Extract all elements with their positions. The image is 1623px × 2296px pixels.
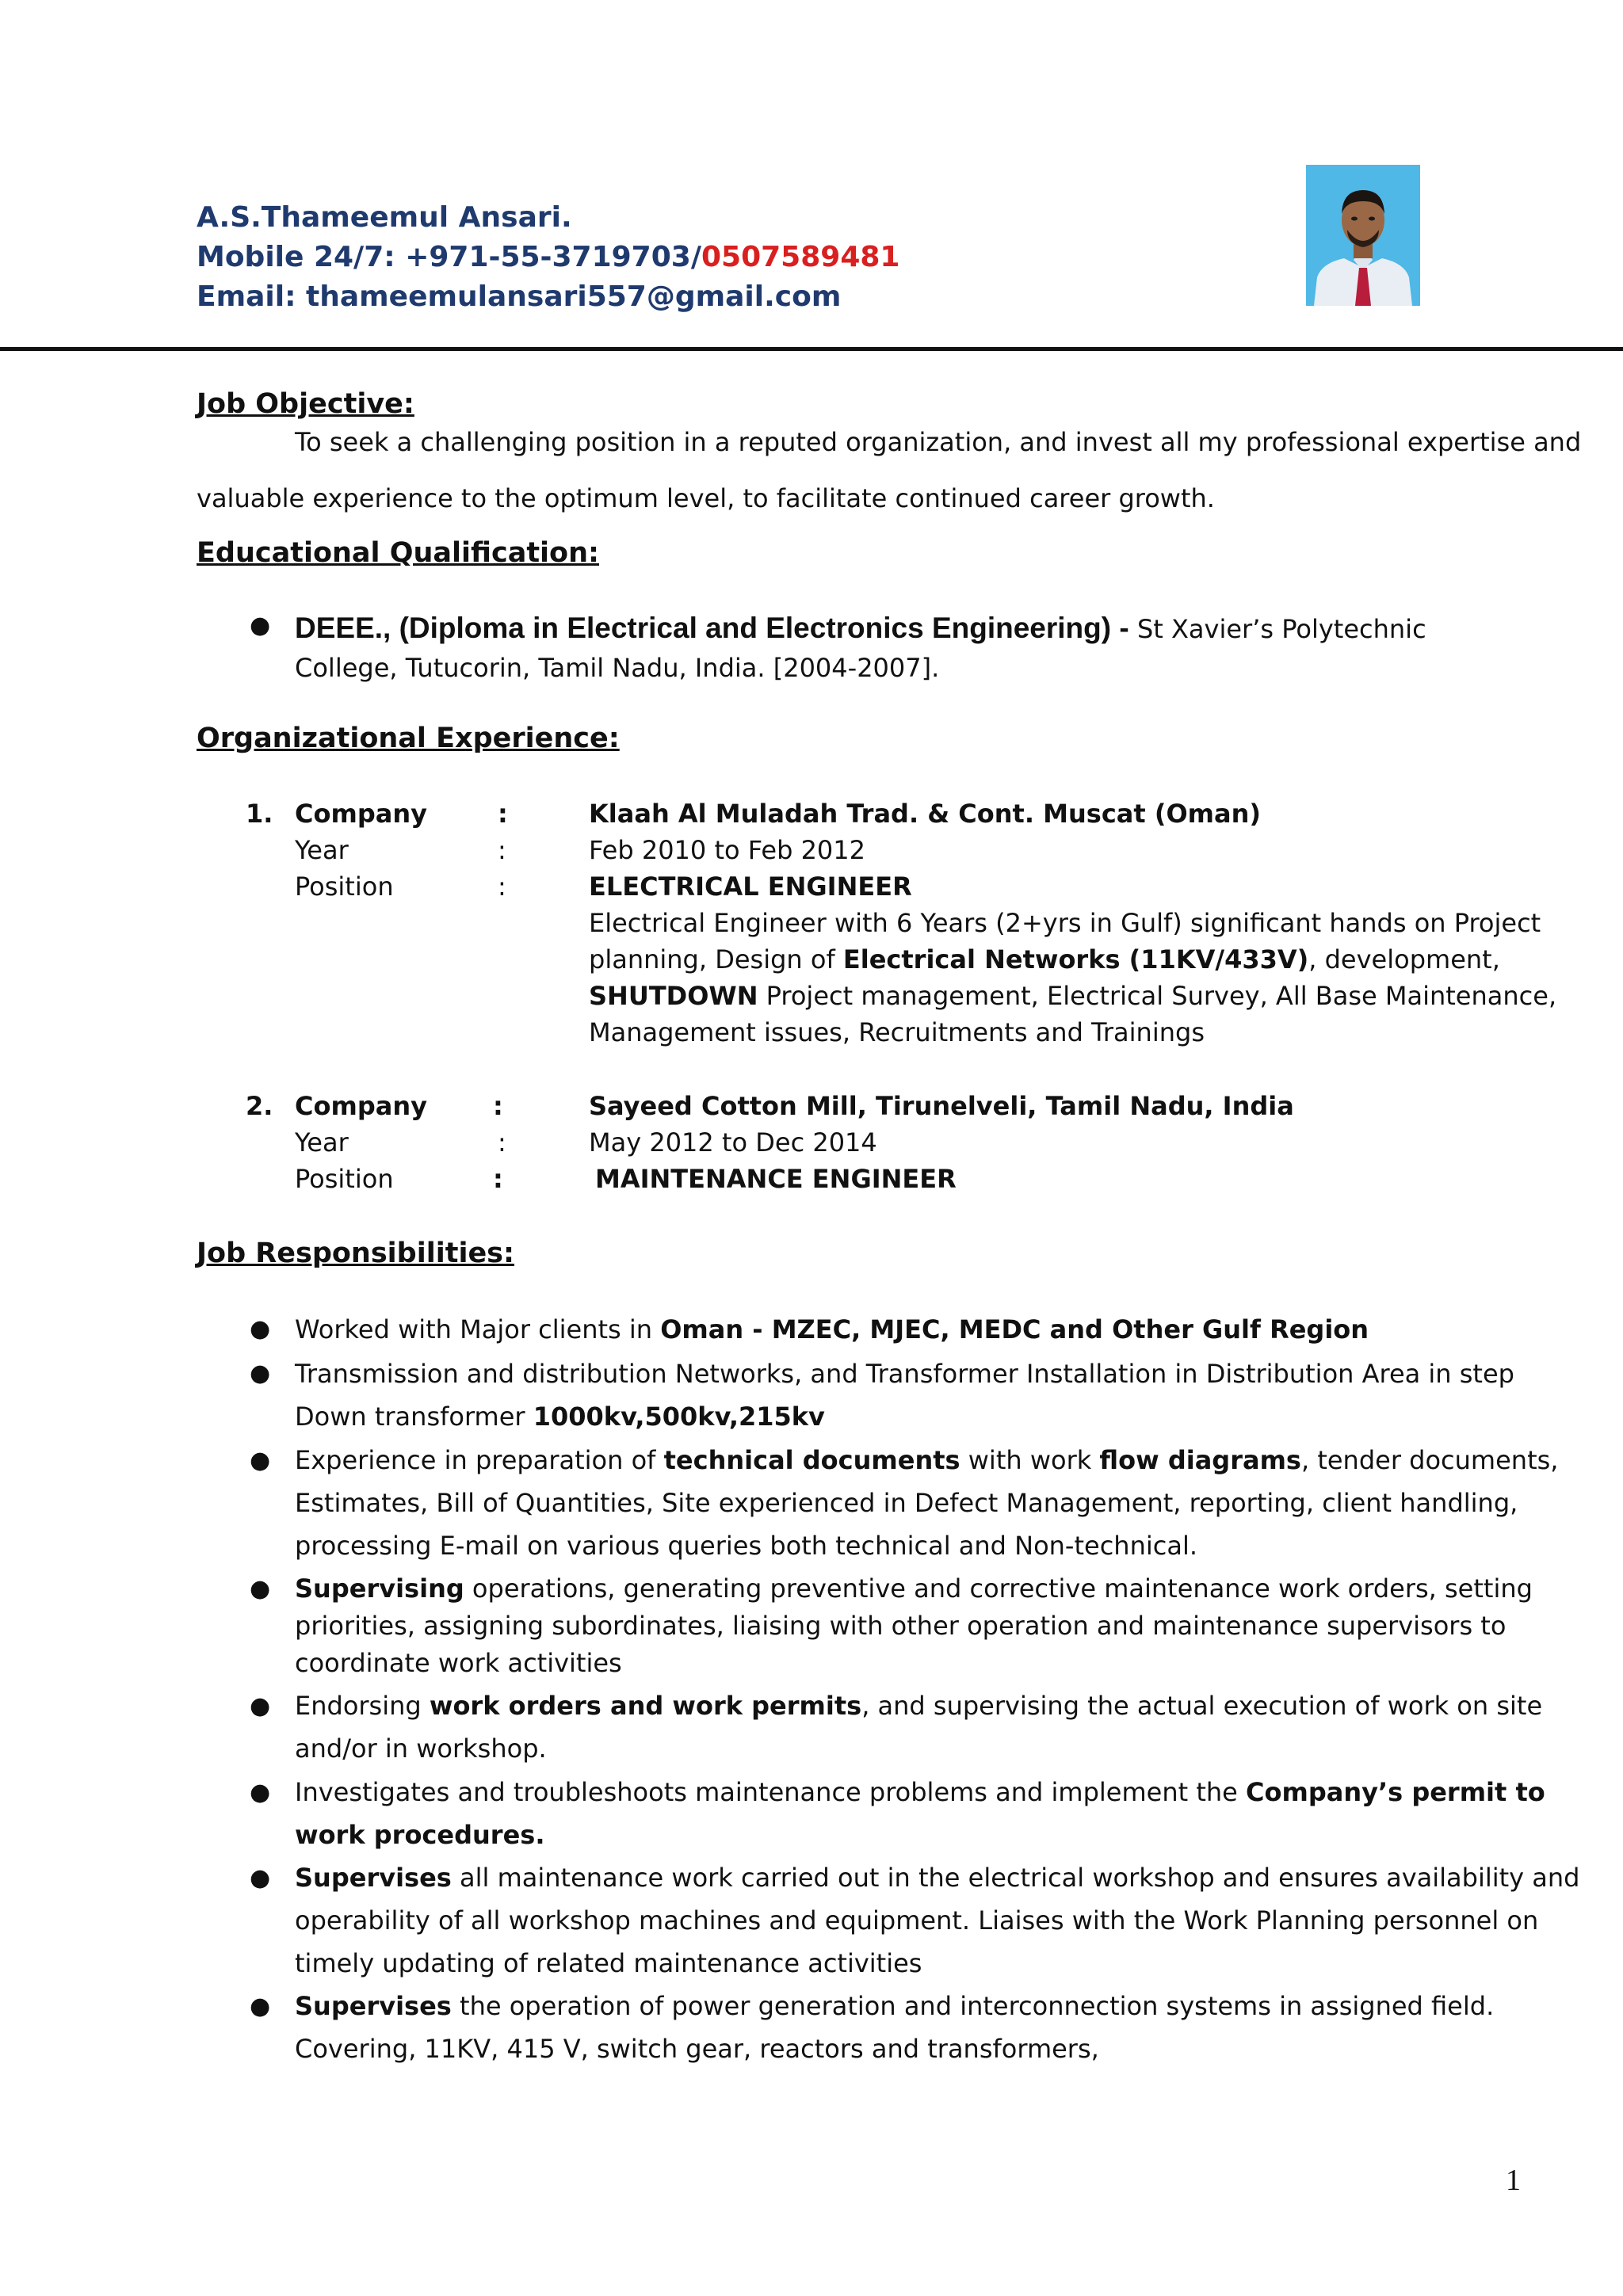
education-heading: Educational Qualification: — [197, 537, 600, 569]
responsibility-item-cont: timely updating of related maintenance activities — [295, 1948, 922, 1978]
bullet-icon: ● — [250, 1447, 271, 1474]
job-description-line: Electrical Engineer with 6 Years (2+yrs in Gulf) significant hands on Project — [589, 908, 1541, 938]
responsibility-item: Transmission and distribution Networks, and Transformer Installation in Distribution Area in step — [295, 1359, 1514, 1389]
job-objective-heading: Job Objective: — [197, 388, 414, 420]
responsibility-item-cont: priorities, assigning subordinates, liaising with other operation and maintenance supervisors to — [295, 1611, 1507, 1641]
job-number: 2. — [246, 1091, 273, 1121]
company-name: Klaah Al Muladah Trad. & Cont. Muscat (Oman) — [589, 799, 1261, 829]
bullet-icon: ● — [250, 612, 271, 639]
colon: : — [498, 799, 508, 829]
responsibility-item-cont: Covering, 11KV, 415 V, switch gear, reactors and transformers, — [295, 2034, 1099, 2064]
education-degree-line: DEEE., (Diploma in Electrical and Electronics Engineering) - St Xavier’s Polytechnic — [295, 612, 1426, 644]
education-institute-line: College, Tutucorin, Tamil Nadu, India. [2004-2007]. — [295, 653, 940, 683]
responsibility-item: Endorsing work orders and work permits, and supervising the actual execution of work on site — [295, 1691, 1543, 1721]
bullet-icon: ● — [250, 1779, 271, 1806]
mobile-secondary: 0507589481 — [701, 241, 900, 273]
position-label: Position — [295, 871, 394, 902]
colon: : — [498, 1127, 506, 1158]
responsibility-item: Supervising operations, generating preventive and corrective maintenance work orders, setting — [295, 1573, 1533, 1604]
bullet-icon: ● — [250, 1575, 271, 1603]
bullet-icon: ● — [250, 1315, 271, 1343]
year-label: Year — [295, 1127, 349, 1158]
position-title: MAINTENANCE ENGINEER — [595, 1164, 957, 1194]
responsibility-item: Supervises the operation of power generation and interconnection systems in assigned field. — [295, 1991, 1495, 2021]
mobile-line: Mobile 24/7: +971-55-3719703/0507589481 — [197, 241, 900, 273]
institute-name: St Xavier’s Polytechnic — [1136, 614, 1426, 644]
responsibility-item: Investigates and troubleshoots maintenance problems and implement the Company’s permit to — [295, 1777, 1545, 1807]
bullet-icon: ● — [250, 1993, 271, 2020]
job-description-line: SHUTDOWN Project management, Electrical Survey, All Base Maintenance, — [589, 981, 1557, 1011]
responsibility-item: Experience in preparation of technical documents with work flow diagrams, tender documents, — [295, 1445, 1559, 1475]
colon: : — [493, 1164, 503, 1194]
objective-text-line1: To seek a challenging position in a reputed organization, and invest all my professional expertise and — [295, 427, 1582, 457]
candidate-name: A.S.Thameemul Ansari. — [197, 201, 572, 234]
responsibilities-heading: Job Responsibilities: — [197, 1238, 515, 1269]
mobile-label: Mobile 24/7: — [197, 241, 406, 273]
job-years: Feb 2010 to Feb 2012 — [589, 835, 865, 865]
email-line — [197, 277, 841, 317]
responsibility-item-cont: Down transformer 1000kv,500kv,215kv — [295, 1402, 825, 1432]
colon: : — [498, 871, 506, 902]
bullet-icon: ● — [250, 1692, 271, 1720]
job-years: May 2012 to Dec 2014 — [589, 1127, 877, 1158]
page-number: 1 — [1506, 2164, 1521, 2197]
header-divider — [0, 347, 1623, 351]
year-label: Year — [295, 835, 349, 865]
email-address: thameemulansari557@gmail.com — [306, 280, 842, 313]
colon: : — [493, 1091, 503, 1121]
bullet-icon: ● — [250, 1360, 271, 1387]
responsibility-item-cont: operability of all workshop machines and equipment. Liaises with the Work Planning personnel on — [295, 1905, 1539, 1936]
position-title: ELECTRICAL ENGINEER — [589, 871, 912, 902]
job-description-line: Management issues, Recruitments and Trainings — [589, 1017, 1205, 1047]
job-description-line: planning, Design of Electrical Networks (11KV/433V), development, — [589, 944, 1500, 974]
responsibility-item-cont: work procedures. — [295, 1820, 545, 1850]
responsibility-item: Supervises all maintenance work carried out in the electrical workshop and ensures availability and — [295, 1863, 1580, 1893]
responsibility-item-cont: processing E-mail on various queries both technical and Non-technical. — [295, 1531, 1198, 1561]
responsibility-item-cont: and/or in workshop. — [295, 1733, 547, 1764]
company-label: Company — [295, 799, 427, 829]
responsibility-item: Worked with Major clients in Oman - MZEC, MJEC, MEDC and Other Gulf Region — [295, 1314, 1369, 1344]
degree-title: DEEE., (Diploma in Electrical and Electronics Engineering) — [295, 612, 1112, 644]
responsibility-item-cont: coordinate work activities — [295, 1648, 622, 1678]
company-name: Sayeed Cotton Mill, Tirunelveli, Tamil Nadu, India — [589, 1091, 1294, 1121]
company-label: Company — [295, 1091, 427, 1121]
profile-photo — [1306, 165, 1420, 306]
objective-text-line2: valuable experience to the optimum level, to facilitate continued career growth. — [197, 483, 1215, 513]
email-label: Email: — [197, 280, 307, 313]
responsibility-item-cont: Estimates, Bill of Quantities, Site experienced in Defect Management, reporting, client handling, — [295, 1488, 1518, 1518]
mobile-primary: +971-55-3719703 — [405, 241, 691, 273]
experience-heading: Organizational Experience: — [197, 723, 620, 754]
colon: : — [498, 835, 506, 865]
position-label: Position — [295, 1164, 394, 1194]
job-number: 1. — [246, 799, 273, 829]
portrait-icon — [1306, 165, 1420, 306]
bullet-icon: ● — [250, 1864, 271, 1892]
